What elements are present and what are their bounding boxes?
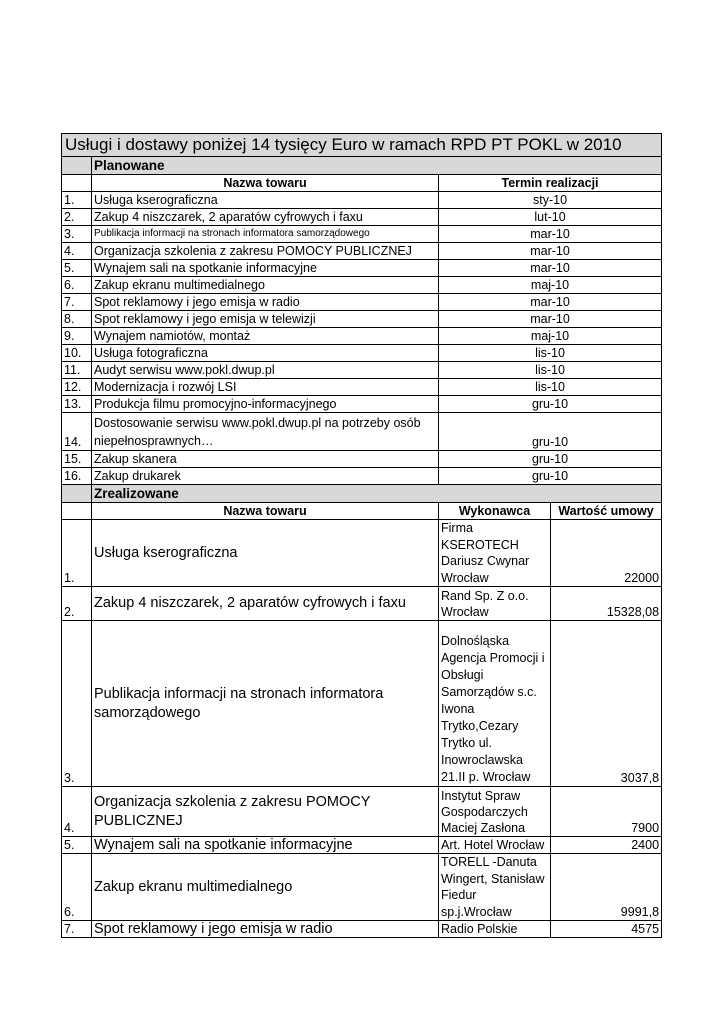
page-title: Usługi i dostawy poniżej 14 tysięcy Euro w ramach RPD PT POKL w 2010: [62, 134, 662, 157]
planned-row: [62, 277, 662, 294]
realized-header-value: Wartość umowy: [551, 503, 662, 520]
row-number: 11.: [62, 362, 92, 379]
contract-value: 7900: [551, 787, 662, 837]
contract-value: 3037,8: [551, 621, 662, 787]
term: mar-10: [439, 294, 662, 311]
contractor: Firma KSEROTECH Dariusz Cwynar Wrocław: [439, 520, 551, 587]
item-name: Produkcja filmu promocyjno-informacyjnego: [92, 396, 439, 413]
term: gru-10: [439, 451, 662, 468]
term: sty-10: [439, 192, 662, 209]
contractor: Radio Polskie: [439, 921, 551, 938]
planned-row: [62, 468, 662, 485]
term: mar-10: [439, 311, 662, 328]
planned-row: [62, 311, 662, 328]
planned-row: [62, 345, 662, 362]
term: mar-10: [439, 260, 662, 277]
realized-header-contractor: Wykonawca: [439, 503, 551, 520]
row-number: 4.: [62, 243, 92, 260]
planned-row: [62, 379, 662, 396]
realized-row: [62, 854, 662, 921]
contract-value: 4575: [551, 921, 662, 938]
row-number: 6.: [62, 277, 92, 294]
planned-row: [62, 362, 662, 379]
term: mar-10: [439, 243, 662, 260]
planned-row: [62, 294, 662, 311]
item-name: Wynajem namiotów, montaż: [92, 328, 439, 345]
planned-section-row: [62, 157, 662, 175]
realized-section-label: Zrealizowane: [92, 485, 662, 503]
realized-section-row: [62, 485, 662, 503]
contractor: Instytut Spraw Gospodarczych Maciej Zasłona: [439, 787, 551, 837]
realized-header-row: [62, 503, 662, 520]
realized-row: [62, 621, 662, 787]
planned-row: [62, 209, 662, 226]
item-name: Zakup skanera: [92, 451, 439, 468]
item-name: Wynajem sali na spotkanie informacyjne: [92, 837, 439, 854]
row-number: 8.: [62, 311, 92, 328]
row-number: 3.: [62, 226, 92, 243]
row-number: 5.: [62, 837, 92, 854]
planned-row: [62, 226, 662, 243]
term: gru-10: [439, 396, 662, 413]
item-name: Zakup drukarek: [92, 468, 439, 485]
item-name: Usługa fotograficzna: [92, 345, 439, 362]
contract-value: 22000: [551, 520, 662, 587]
title-row: [62, 134, 662, 157]
row-number: 5.: [62, 260, 92, 277]
planned-row: [62, 328, 662, 345]
item-name: Publikacja informacji na stronach informatora samorządowego: [92, 226, 439, 243]
planned-section-label: Planowane: [92, 157, 662, 175]
row-number: 12.: [62, 379, 92, 396]
row-number: 9.: [62, 328, 92, 345]
planned-header-name: Nazwa towaru: [92, 175, 439, 192]
item-name: Usługa kserograficzna: [92, 520, 439, 587]
term: lis-10: [439, 345, 662, 362]
term: mar-10: [439, 226, 662, 243]
row-number: 3.: [62, 621, 92, 787]
planned-row: [62, 396, 662, 413]
realized-row: [62, 587, 662, 621]
item-name: Spot reklamowy i jego emisja w telewizji: [92, 311, 439, 328]
item-name: Modernizacja i rozwój LSI: [92, 379, 439, 396]
procurement-table: [61, 133, 662, 938]
term: gru-10: [439, 468, 662, 485]
contractor: Dolnośląska Agencja Promocji i Obsługi Samorządów s.c. Iwona Trytko,Cezary Trytko ul. Inowroclawska 21.II p. Wrocław: [439, 621, 551, 787]
term: maj-10: [439, 328, 662, 345]
row-number: 7.: [62, 921, 92, 938]
row-number: 7.: [62, 294, 92, 311]
item-name: Publikacja informacji na stronach informatora samorządowego: [92, 621, 439, 787]
row-number: 1.: [62, 192, 92, 209]
contractor: TORELL -Danuta Wingert, Stanisław Fiedur sp.j.Wrocław: [439, 854, 551, 921]
term: lut-10: [439, 209, 662, 226]
row-number: 6.: [62, 854, 92, 921]
item-name: Usługa kserograficzna: [92, 192, 439, 209]
row-number: 10.: [62, 345, 92, 362]
term: gru-10: [439, 413, 662, 451]
term: lis-10: [439, 362, 662, 379]
item-name: Dostosowanie serwisu www.pokl.dwup.pl na potrzeby osób niepełnosprawnych…: [92, 413, 439, 451]
contract-value: 2400: [551, 837, 662, 854]
item-name: Audyt serwisu www.pokl.dwup.pl: [92, 362, 439, 379]
planned-header-term: Termin realizacji: [439, 175, 662, 192]
planned-row: [62, 260, 662, 277]
item-name: Spot reklamowy i jego emisja w radio: [92, 294, 439, 311]
planned-row: [62, 413, 662, 451]
term: maj-10: [439, 277, 662, 294]
row-number: 2.: [62, 587, 92, 621]
item-name: Organizacja szkolenia z zakresu POMOCY PUBLICZNEJ: [92, 243, 439, 260]
item-name: Zakup ekranu multimedialnego: [92, 854, 439, 921]
realized-row: [62, 921, 662, 938]
item-name: Zakup 4 niszczarek, 2 aparatów cyfrowych i faxu: [92, 587, 439, 621]
planned-row: [62, 451, 662, 468]
realized-row: [62, 520, 662, 587]
item-name: Wynajem sali na spotkanie informacyjne: [92, 260, 439, 277]
realized-header-name: Nazwa towaru: [92, 503, 439, 520]
planned-row: [62, 243, 662, 260]
term: lis-10: [439, 379, 662, 396]
planned-header-row: [62, 175, 662, 192]
planned-row: [62, 192, 662, 209]
row-number: 1.: [62, 520, 92, 587]
row-number: 16.: [62, 468, 92, 485]
row-number: 15.: [62, 451, 92, 468]
row-number: 4.: [62, 787, 92, 837]
item-name: Zakup ekranu multimedialnego: [92, 277, 439, 294]
realized-row: [62, 837, 662, 854]
contractor: Rand Sp. Z o.o. Wrocław: [439, 587, 551, 621]
contract-value: 15328,08: [551, 587, 662, 621]
row-number: 14.: [62, 413, 92, 451]
contract-value: 9991,8: [551, 854, 662, 921]
realized-row: [62, 787, 662, 837]
row-number: 13.: [62, 396, 92, 413]
item-name: Zakup 4 niszczarek, 2 aparatów cyfrowych i faxu: [92, 209, 439, 226]
item-name: Organizacja szkolenia z zakresu POMOCY PUBLICZNEJ: [92, 787, 439, 837]
row-number: 2.: [62, 209, 92, 226]
item-name: Spot reklamowy i jego emisja w radio: [92, 921, 439, 938]
contractor: Art. Hotel Wrocław: [439, 837, 551, 854]
